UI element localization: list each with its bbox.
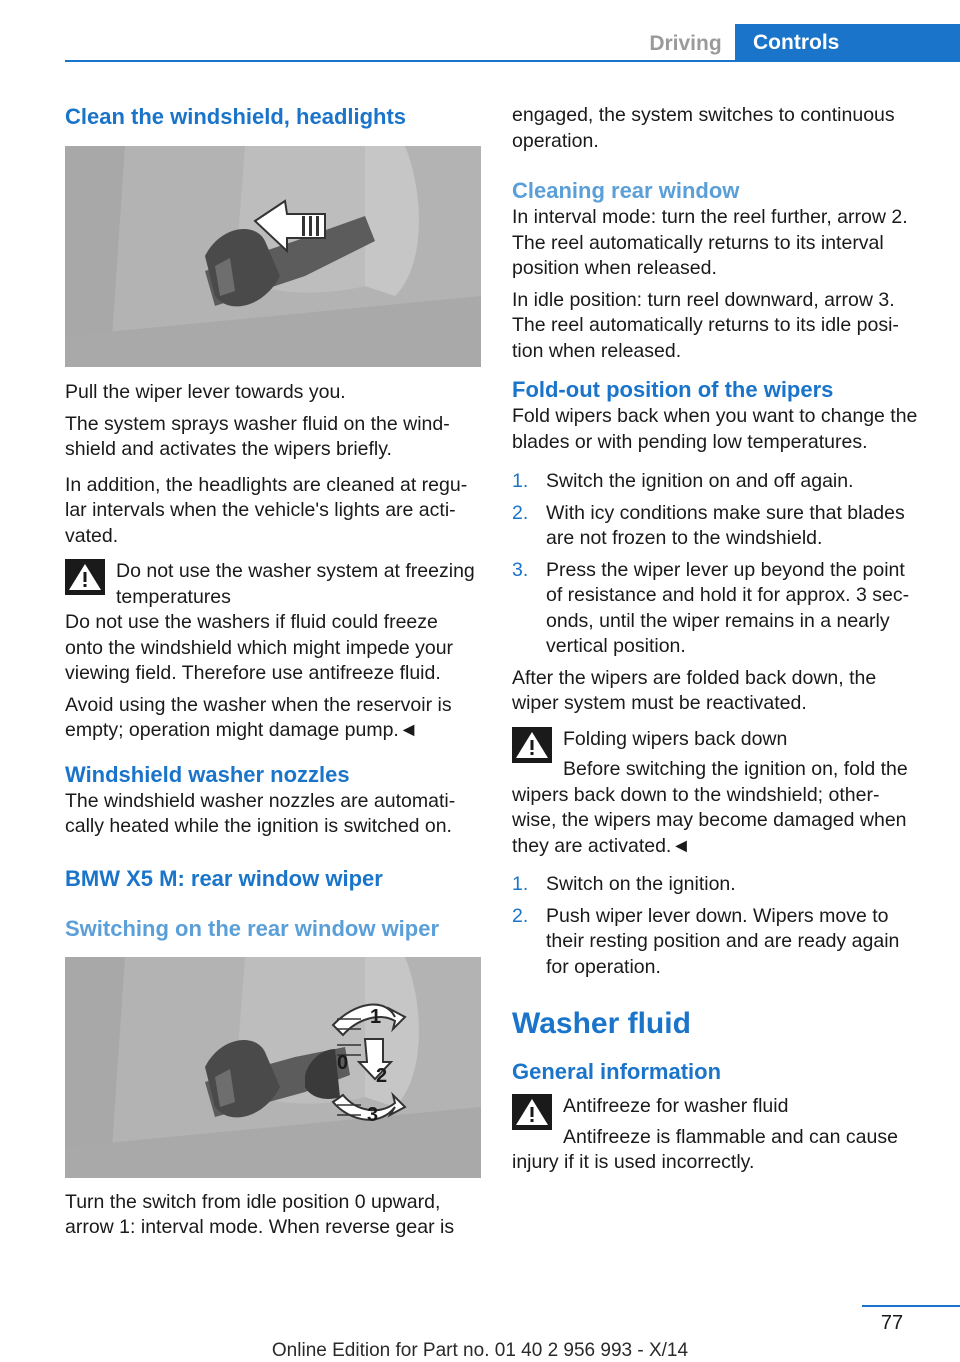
list-item-text: their resting position and are ready again	[546, 930, 900, 952]
list-item-number: 3.	[512, 558, 529, 581]
list-item-text: onds, until the wiper remains in a nearly	[546, 609, 890, 632]
warning-freezing-title-1: Do not use the washer system at freezing	[116, 560, 475, 582]
heading-washer-fluid: Washer fluid	[512, 1007, 691, 1040]
text-engaged-line-1: engaged, the system switches to continuous	[512, 104, 895, 126]
list-item-text: Switch the ignition on and off again.	[546, 470, 854, 492]
reactivate-steps	[512, 872, 932, 980]
warning-folding-title: Folding wipers back down	[563, 727, 788, 750]
list-item	[512, 558, 932, 660]
list-item	[512, 904, 932, 981]
warning-antifreeze	[512, 1094, 932, 1176]
warning-freezing-title-2: temperatures	[116, 585, 231, 608]
list-item-text: With icy conditions make sure that blades	[546, 501, 905, 524]
warning-freezing-body-1: Do not use the washers if fluid could freeze	[65, 611, 438, 633]
warning-folding-body-3: wise, the wipers may become damaged when	[512, 809, 907, 831]
warning-antifreeze-body-2: injury if it is used incorrectly.	[512, 1151, 755, 1173]
fig-label-0: 0	[337, 1051, 349, 1074]
figure-rear-wiper-switch	[65, 957, 481, 1178]
list-item	[512, 501, 932, 552]
text-after-line-1: After the wipers are folded back down, the	[512, 666, 877, 689]
warning-freezing-body-5: empty; operation might damage pump.◄	[65, 719, 419, 741]
figure-wiper-lever-pull	[65, 146, 481, 367]
warning-folding-body-2: wipers back down to the windshield; other‐	[512, 783, 880, 806]
text-engaged-line-2: operation.	[512, 129, 599, 152]
left-column	[65, 103, 483, 1241]
warning-freezing-body-4: Avoid using the washer when the reservoir is	[65, 693, 452, 716]
text-pull-lever: Pull the wiper lever towards you.	[65, 381, 346, 403]
list-item-text: for operation.	[546, 955, 661, 978]
header-section: Driving	[649, 32, 722, 55]
text-addition-line-1: In addition, the headlights are cleaned at regu‐	[65, 473, 468, 496]
warning-folding-body-4: they are activated.◄	[512, 834, 691, 857]
fig-label-3: 3	[367, 1103, 379, 1126]
text-fold-line-1: Fold wipers back when you want to change the	[512, 405, 918, 427]
text-interval-line-3: position when released.	[512, 257, 717, 279]
text-idle-line-1: In idle position: turn reel downward, arrow 3.	[512, 288, 895, 311]
warning-triangle-icon	[512, 1094, 552, 1130]
list-item-number: 1.	[512, 470, 529, 492]
fold-out-steps	[512, 469, 932, 660]
text-sprays-line-1: The system sprays washer fluid on the wind‐	[65, 412, 450, 435]
fig-label-2: 2	[376, 1064, 388, 1087]
heading-washer-nozzles: Windshield washer nozzles	[65, 761, 350, 787]
warning-folding-body-1: Before switching the ignition on, fold the	[563, 758, 908, 780]
warning-antifreeze-title: Antifreeze for washer fluid	[563, 1095, 789, 1117]
heading-clean-windshield: Clean the windshield, headlights	[65, 104, 407, 129]
heading-fold-out-position: Fold-out position of the wipers	[512, 377, 834, 402]
warning-freezing-body-2: onto the windshield which might impede your	[65, 636, 454, 659]
header-tab: Controls	[735, 24, 960, 62]
list-item-text: of resistance and hold it for approx. 3 sec‐	[546, 584, 910, 606]
text-addition-line-3: vated.	[65, 524, 119, 547]
text-turn-line-1: Turn the switch from idle position 0 upward,	[65, 1190, 441, 1213]
heading-switching-rear-wiper: Switching on the rear window wiper	[65, 915, 440, 941]
list-item-text: vertical position.	[546, 635, 686, 657]
text-idle-line-3: tion when released.	[512, 339, 682, 362]
text-nozzles-line-2: cally heated while the ignition is switched on.	[65, 815, 452, 837]
header-rule	[65, 60, 960, 62]
list-item-text: Push wiper lever down. Wipers move to	[546, 904, 889, 927]
footer-rule	[862, 1305, 960, 1307]
list-item-number: 1.	[512, 873, 529, 895]
warning-antifreeze-body-1: Antifreeze is flammable and can cause	[563, 1125, 898, 1148]
text-interval-line-2: The reel automatically returns to its interval	[512, 231, 884, 254]
warning-folding-wipers	[512, 727, 932, 860]
list-item-text: are not frozen to the windshield.	[546, 527, 823, 549]
list-item-number: 2.	[512, 501, 529, 524]
text-turn-line-2: arrow 1: interval mode. When reverse gear is	[65, 1216, 455, 1238]
text-sprays-line-2: shield and activates the wipers briefly.	[65, 438, 392, 460]
text-after-line-2: wiper system must be reactivated.	[512, 692, 807, 714]
fig-label-1: 1	[370, 1005, 382, 1028]
warning-triangle-icon	[65, 559, 105, 595]
warning-triangle-icon	[512, 727, 552, 763]
wiper-lever-pull-illustration	[65, 146, 481, 367]
heading-x5m-rear-wiper: BMW X5 M: rear window wiper	[65, 865, 383, 891]
warning-freezing	[65, 559, 483, 744]
footer-edition: Online Edition for Part no. 01 40 2 956 993 - X/14	[271, 1340, 689, 1361]
list-item	[512, 872, 932, 898]
list-item-number: 2.	[512, 904, 529, 927]
text-nozzles-line-1: The windshield washer nozzles are automati‐	[65, 789, 456, 812]
warning-freezing-body-3: viewing field. Therefore use antifreeze fluid.	[65, 662, 441, 684]
rear-wiper-switch-illustration	[65, 957, 481, 1178]
text-idle-line-2: The reel automatically returns to its idle posi‐	[512, 314, 899, 336]
text-addition-line-2: lar intervals when the vehicle's lights are acti‐	[65, 499, 456, 521]
list-item-text: Press the wiper lever up beyond the point	[546, 558, 905, 581]
list-item-text: Switch on the ignition.	[546, 873, 736, 895]
text-interval-line-1: In interval mode: turn the reel further, arrow 2.	[512, 206, 908, 228]
right-column	[512, 103, 932, 1176]
list-item	[512, 469, 932, 495]
heading-general-information: General information	[512, 1059, 722, 1084]
page-number: 77	[880, 1312, 904, 1334]
heading-cleaning-rear-window: Cleaning rear window	[512, 178, 740, 203]
text-fold-line-2: blades or with pending low temperatures.	[512, 430, 868, 453]
